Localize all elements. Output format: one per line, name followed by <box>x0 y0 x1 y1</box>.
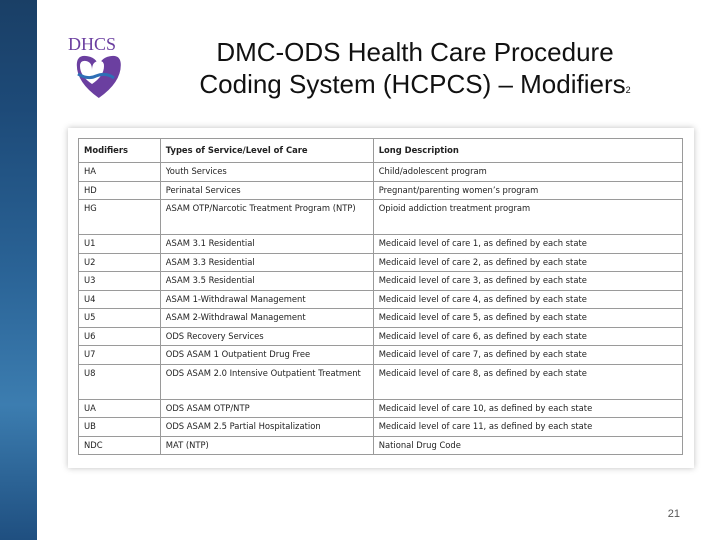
cell-modifier: UA <box>79 399 161 418</box>
title-line-2-text: Coding System (HCPCS) – Modifiers <box>199 69 626 99</box>
modifiers-table-frame <box>68 128 694 468</box>
cell-modifier: U8 <box>79 364 161 399</box>
cell-service: Perinatal Services <box>160 181 373 200</box>
header-long-description: Long Description <box>373 139 682 163</box>
table-row <box>79 364 683 399</box>
cell-description: Medicaid level of care 7, as defined by each state <box>373 346 682 365</box>
cell-service: ODS ASAM 1 Outpatient Drug Free <box>160 346 373 365</box>
title-line-2 <box>150 68 680 106</box>
table-row <box>79 200 683 235</box>
table-row <box>79 253 683 272</box>
cell-modifier: HA <box>79 163 161 182</box>
cell-service: ASAM 2-Withdrawal Management <box>160 309 373 328</box>
cell-modifier: U3 <box>79 272 161 291</box>
table-row <box>79 181 683 200</box>
cell-modifier: HG <box>79 200 161 235</box>
cell-service: MAT (NTP) <box>160 436 373 455</box>
title-line-1: DMC-ODS Health Care Procedure <box>216 37 614 67</box>
cell-modifier: UB <box>79 418 161 437</box>
sidebar-band <box>0 0 37 540</box>
modifiers-table <box>78 138 683 455</box>
table-row <box>79 418 683 437</box>
cell-service: Youth Services <box>160 163 373 182</box>
table-row <box>79 346 683 365</box>
cell-description: Medicaid level of care 4, as defined by each state <box>373 290 682 309</box>
cell-description: Medicaid level of care 11, as defined by each state <box>373 418 682 437</box>
cell-description: National Drug Code <box>373 436 682 455</box>
table-row <box>79 235 683 254</box>
table-row <box>79 272 683 291</box>
cell-modifier: U1 <box>79 235 161 254</box>
cell-description: Medicaid level of care 8, as defined by each state <box>373 364 682 399</box>
dhcs-logo <box>62 34 142 104</box>
cell-modifier: NDC <box>79 436 161 455</box>
table-row <box>79 163 683 182</box>
cell-description: Medicaid level of care 1, as defined by each state <box>373 235 682 254</box>
cell-modifier: U7 <box>79 346 161 365</box>
cell-description: Medicaid level of care 10, as defined by each state <box>373 399 682 418</box>
cell-description: Medicaid level of care 6, as defined by each state <box>373 327 682 346</box>
table-row <box>79 399 683 418</box>
cell-modifier: U4 <box>79 290 161 309</box>
cell-modifier: U5 <box>79 309 161 328</box>
table-row <box>79 309 683 328</box>
cell-modifier: HD <box>79 181 161 200</box>
page-number: 21 <box>667 508 680 520</box>
table-row <box>79 290 683 309</box>
slide-title <box>150 36 680 106</box>
cell-description: Child/adolescent program <box>373 163 682 182</box>
cell-description: Medicaid level of care 3, as defined by each state <box>373 272 682 291</box>
cell-modifier: U2 <box>79 253 161 272</box>
header-types-of-service: Types of Service/Level of Care <box>160 139 373 163</box>
cell-description: Medicaid level of care 5, as defined by each state <box>373 309 682 328</box>
cell-modifier: U6 <box>79 327 161 346</box>
cell-service: ASAM 3.3 Residential <box>160 253 373 272</box>
cell-service: ASAM 3.1 Residential <box>160 235 373 254</box>
cell-service: ASAM 3.5 Residential <box>160 272 373 291</box>
title-note: 2 <box>625 85 631 95</box>
cell-service: ASAM 1-Withdrawal Management <box>160 290 373 309</box>
table-header-row <box>79 139 683 163</box>
cell-description: Medicaid level of care 2, as defined by each state <box>373 253 682 272</box>
cell-service: ODS ASAM 2.0 Intensive Outpatient Treatment <box>160 364 373 399</box>
cell-description: Pregnant/parenting women’s program <box>373 181 682 200</box>
cell-service: ODS ASAM OTP/NTP <box>160 399 373 418</box>
table-row <box>79 436 683 455</box>
table-row <box>79 327 683 346</box>
cell-description: Opioid addiction treatment program <box>373 200 682 235</box>
cell-service: ODS ASAM 2.5 Partial Hospitalization <box>160 418 373 437</box>
header-modifiers: Modifiers <box>79 139 161 163</box>
cell-service: ASAM OTP/Narcotic Treatment Program (NTP) <box>160 200 373 235</box>
cell-service: ODS Recovery Services <box>160 327 373 346</box>
logo-text: DHCS <box>68 34 117 54</box>
